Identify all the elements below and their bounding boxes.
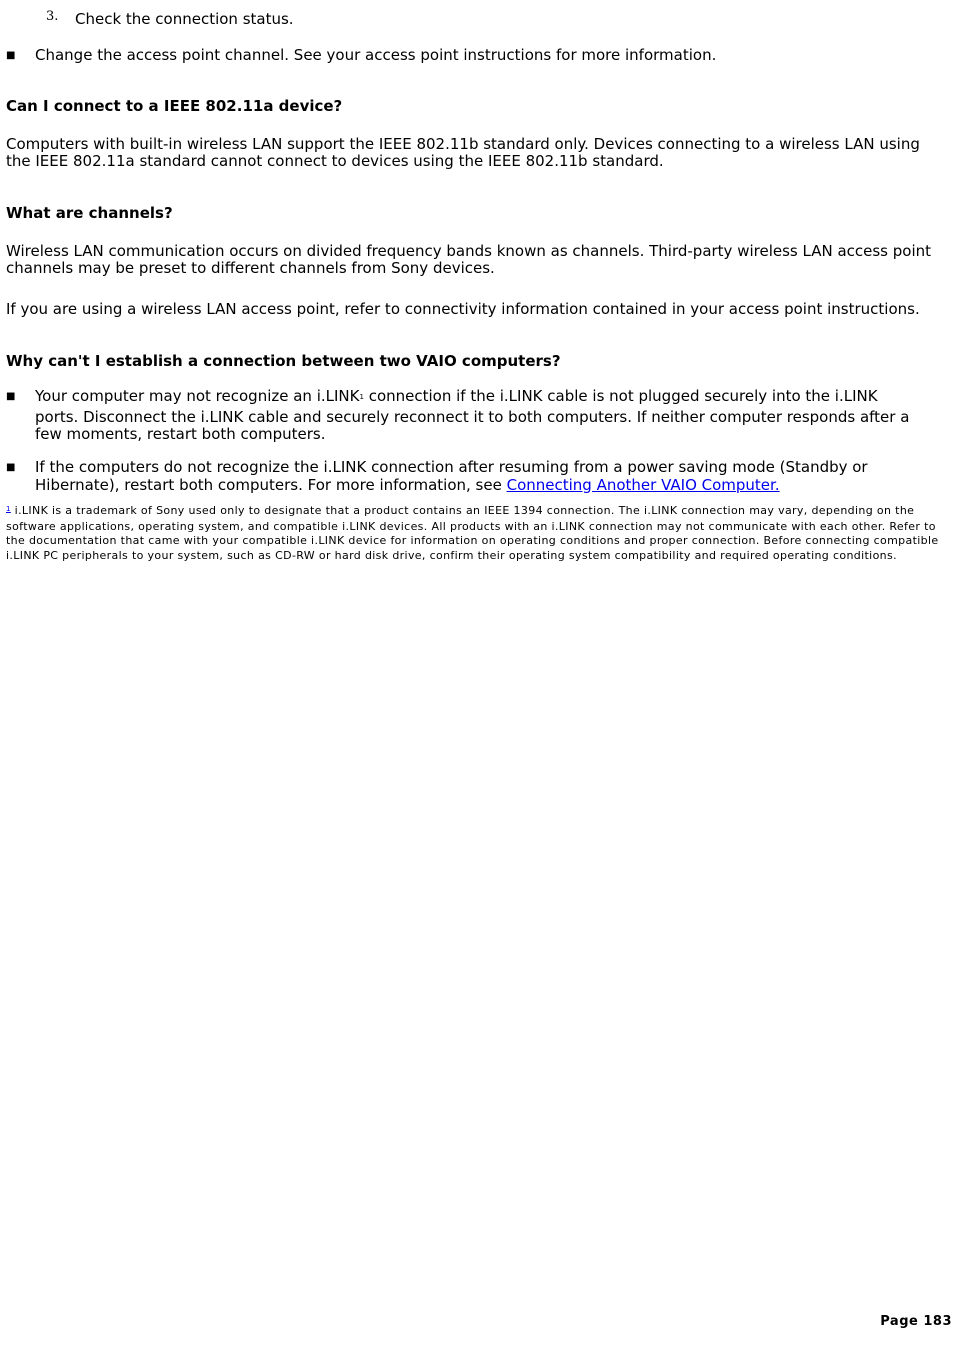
bullet-change-channel: [6, 47, 916, 65]
bullet-marker: ■: [6, 50, 16, 61]
bullet-text-end: connection if the i.LINK cable is not plugged securely into the i.LINK ports. Disconnect the i.LINK cable and securely reconnect it to both computers. If neither computer responds after a few moments, restart both computers.: [35, 387, 910, 443]
bullet-text: Change the access point channel. See your access point instructions for more information.: [35, 46, 717, 64]
step-text: Check the connection status.: [75, 10, 294, 28]
bullet-text-start: Your computer may not recognize an i.LINK: [35, 387, 360, 405]
bullet-ilink-cable: [6, 388, 916, 444]
footnote-marker[interactable]: 1: [6, 505, 11, 513]
footnote: [6, 504, 946, 563]
paragraph-channels-2: If you are using a wireless LAN access point, refer to connectivity information contained in your access point instructions.: [6, 300, 920, 318]
bullet-text: [35, 388, 916, 444]
bullet-power-saving: [6, 459, 916, 494]
bullet-marker: ■: [6, 391, 16, 402]
footnote-reference[interactable]: 1: [359, 393, 364, 401]
footnote-text: i.LINK is a trademark of Sony used only to designate that a product contains an IEEE 1394 connection. The i.LINK connection may vary, depending on the software applications, operating system, and compatible i.LINK devices. All products with an i.LINK connection may not communicate with each other. Refer to the documentation that came with your compatible i.LINK device for information on operating conditions and proper connection. Before connecting compatible i.LINK PC peripherals to your system, such as CD-RW or hard disk drive, confirm their operating system compatibility and required operating conditions.: [6, 504, 939, 562]
bullet-text: [35, 459, 916, 494]
paragraph-channels-1: Wireless LAN communication occurs on divided frequency bands known as channels. Third-party wireless LAN access point channels may be preset to different channels from Sony devices.: [6, 242, 932, 277]
heading-channels: What are channels?: [6, 204, 173, 222]
page-number: Page 183: [880, 1314, 952, 1329]
link-connecting-another-vaio[interactable]: Connecting Another VAIO Computer.: [506, 475, 780, 494]
bullet-text-start: If the computers do not recognize the i.LINK connection after resuming from a power saving mode (Standby or Hibernate), restart both computers. For more information, see: [35, 458, 868, 494]
bullet-marker: ■: [6, 462, 16, 473]
paragraph-80211a: Computers with built-in wireless LAN support the IEEE 802.11b standard only. Devices connecting to a wireless LAN using the IEEE 802.11a standard cannot connect to devices using the IEEE 802.11b standard.: [6, 135, 920, 170]
step-number: 3.: [46, 9, 59, 24]
heading-80211a: Can I connect to a IEEE 802.11a device?: [6, 97, 343, 115]
heading-vaio-connection: Why can't I establish a connection between two VAIO computers?: [6, 352, 561, 370]
